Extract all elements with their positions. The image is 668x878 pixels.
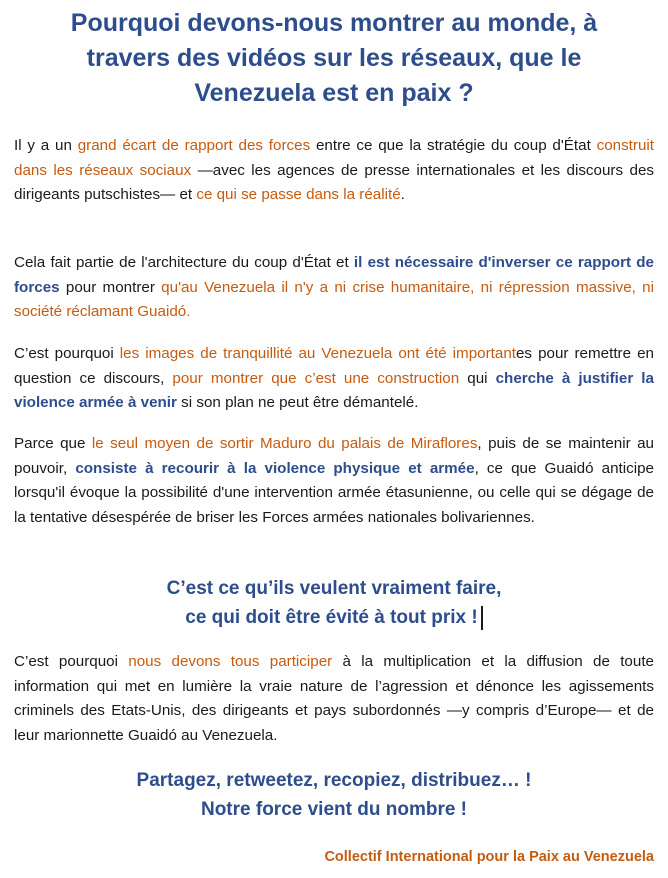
p3-text-1: C’est pourquoi <box>14 345 120 362</box>
p3-text-2: es pour remettre en question ce discours, <box>14 345 654 387</box>
p1-text-4: . <box>400 186 405 204</box>
cta-line-1: Partagez, retweetez, recopiez, distribuez… ! <box>136 770 532 791</box>
p1-text-3: —avec les agences de presse internationales et les discours des dirigeants putschistes— et <box>14 161 654 204</box>
p3-text-4: si son plan ne peut être démantelé. <box>176 394 419 412</box>
page-title <box>14 6 654 111</box>
callout-warning-line-2 <box>14 603 654 632</box>
callout-warning-line-2-text: ce qui doit être évité à tout prix ! <box>185 607 478 628</box>
p4-text-2: , puis de se maintenir au pouvoir, <box>14 435 654 477</box>
paragraph-1 <box>14 134 654 208</box>
p2-highlight-2: qu'au Venezuela il n'y a ni crise humanitaire, ni répression massive, ni société réclamant Guaidó. <box>14 278 654 321</box>
p3-highlight-2: pour montrer que c’est une construction <box>172 369 460 387</box>
paragraph-4 <box>14 432 654 530</box>
p4-text-3: , ce que Guaidó anticipe lorsqu'il évoque la possibilité d'une intervention armée étasunienne, ou celle qui se dégage de la tentative désespérée de briser les Forces armées nationales bolivariennes. <box>14 459 654 526</box>
p3-text-3: qui <box>459 369 496 387</box>
p2-text-2: pour montrer <box>59 278 162 296</box>
p5-text-1: C’est pourquoi <box>14 653 129 670</box>
p5-text-2: à la multiplication et la diffusion de toute information qui met en lumière la vraie nature de l’agression et dénonce les agissements criminels des Etats-Unis, des dirigeants et pays subordonnés —y compris d’Europe— et de leur marionnette Guaidó au Venezuela. <box>14 653 654 744</box>
paragraph-2 <box>14 251 654 325</box>
p4-highlight-1: le seul moyen de sortir Maduro du palais de Miraflores <box>91 435 478 452</box>
text-cursor <box>481 606 483 630</box>
p4-highlight-2: consiste à recourir à la violence physique et armée <box>75 459 475 477</box>
title-line-3: Venezuela est en paix ? <box>194 79 474 107</box>
p5-highlight-1: nous devons tous participer <box>128 653 333 670</box>
p1-highlight-3: ce qui se passe dans la réalité <box>196 186 401 204</box>
title-line-1: Pourquoi devons-nous montrer au monde, à <box>70 9 598 37</box>
callout-warning <box>14 574 654 632</box>
callout-call-to-action <box>14 766 654 824</box>
p1-highlight-1: grand écart de rapport des forces <box>77 137 311 154</box>
p2-highlight-1: il est nécessaire d'inverser ce rapport de forces <box>14 254 654 296</box>
p1-text-1: Il y a un <box>14 137 78 154</box>
paragraph-3 <box>14 342 654 416</box>
p1-text-2: entre ce que la stratégie du coup d'État <box>310 137 597 154</box>
paragraph-5 <box>14 650 654 748</box>
p3-highlight-3: cherche à justifier la violence armée à venir <box>14 369 654 412</box>
p3-highlight-1: les images de tranquillité au Venezuela ont été important <box>119 345 516 362</box>
p1-highlight-2: construit dans les réseaux sociaux <box>14 137 654 179</box>
cta-line-2: Notre force vient du nombre ! <box>200 799 468 820</box>
signature: Collectif International pour la Paix au Venezuela <box>324 849 654 865</box>
callout-warning-line-1: C’est ce qu’ils veulent vraiment faire, <box>166 578 502 599</box>
title-line-2: travers des vidéos sur les réseaux, que le <box>86 44 582 72</box>
p2-text-1: Cela fait partie de l'architecture du coup d'État et <box>14 254 354 271</box>
p4-text-1: Parce que <box>14 435 92 452</box>
